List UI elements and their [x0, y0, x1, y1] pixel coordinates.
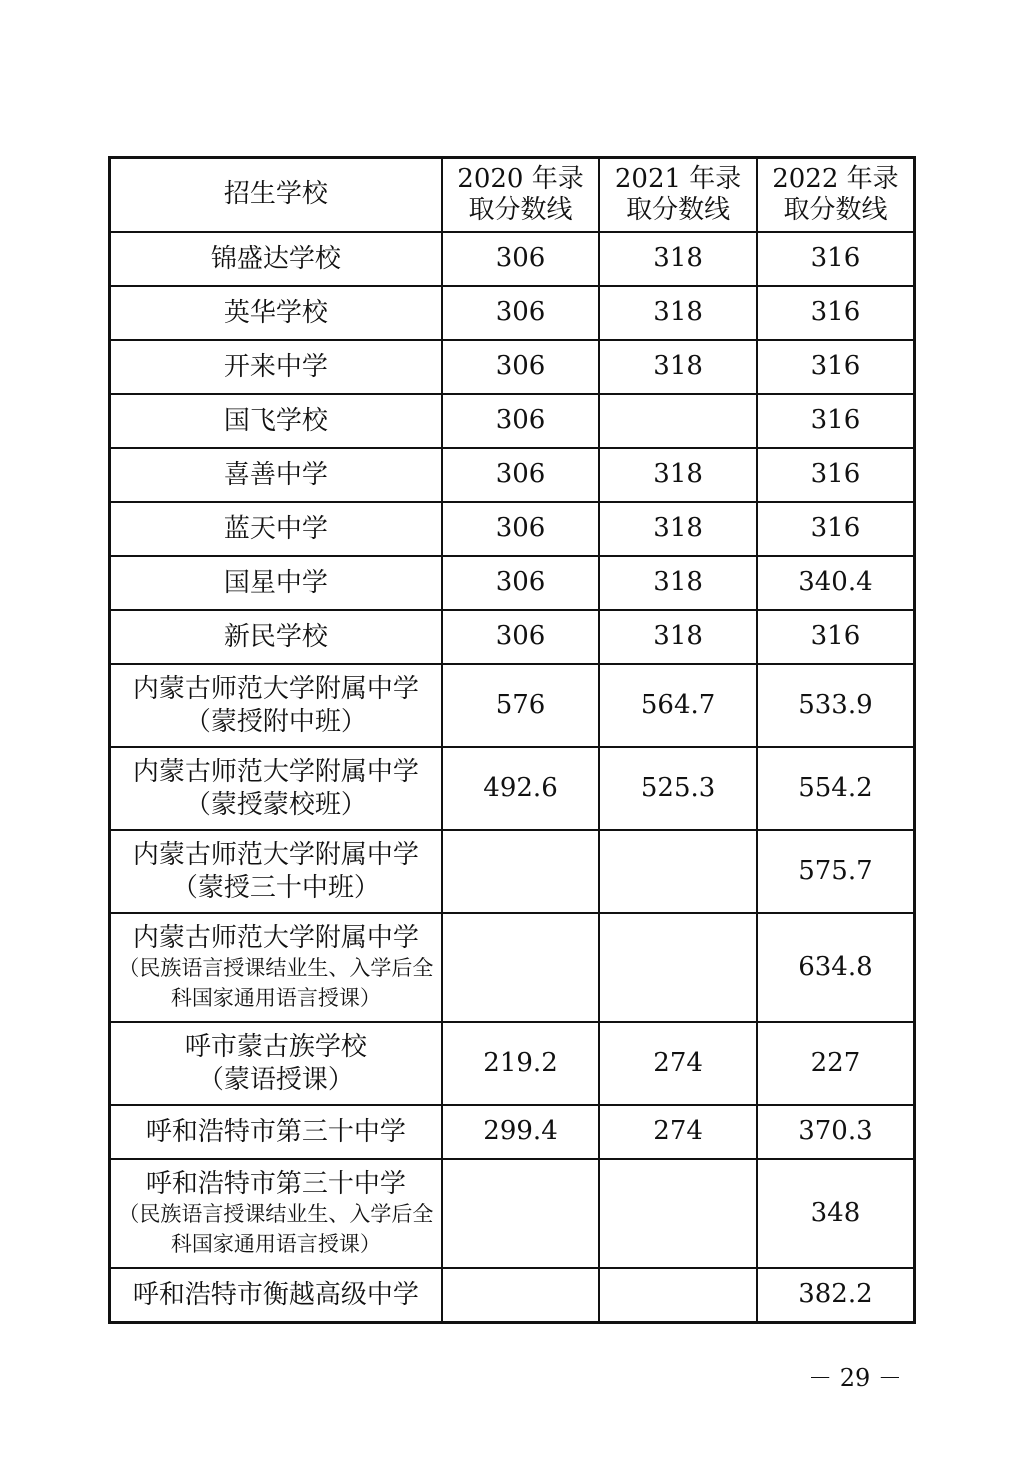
table-row — [110, 1105, 915, 1159]
table-row — [110, 830, 915, 913]
score-2022-cell: 554.2 — [757, 747, 915, 830]
school-name: 国星中学 — [223, 567, 328, 598]
school-name: 喜善中学 — [223, 459, 328, 490]
school-cell — [110, 610, 442, 664]
table-body — [110, 232, 915, 1323]
school-cell — [110, 1022, 442, 1105]
header-school: 招生学校 — [110, 158, 442, 233]
score-2020-cell: 306 — [442, 448, 600, 502]
score-2021-cell: 274 — [599, 1105, 757, 1159]
table-row — [110, 556, 915, 610]
table-row — [110, 664, 915, 747]
table-row — [110, 502, 915, 556]
score-2020-cell — [442, 1159, 600, 1268]
score-2020-cell: 306 — [442, 610, 600, 664]
school-cell — [110, 556, 442, 610]
school-note: （蒙语授课） — [197, 1064, 354, 1095]
table-row — [110, 232, 915, 286]
table-row — [110, 610, 915, 664]
school-note: （民族语言授课结业生、入学后全科国家通用语言授课） — [118, 1202, 434, 1256]
score-2020-cell: 492.6 — [442, 747, 600, 830]
score-2021-cell: 318 — [599, 502, 757, 556]
school-name: 开来中学 — [223, 351, 328, 382]
table-row — [110, 448, 915, 502]
school-name: 国飞学校 — [223, 405, 328, 436]
table-header-row — [110, 158, 915, 233]
school-cell — [110, 1268, 442, 1323]
table-row — [110, 394, 915, 448]
table-row — [110, 747, 915, 830]
table-row — [110, 1159, 915, 1268]
score-2021-cell — [599, 1268, 757, 1323]
school-cell — [110, 394, 442, 448]
school-name: 内蒙古师范大学附属中学 — [132, 674, 419, 704]
page-number: － 29 － — [808, 1364, 902, 1392]
table-row — [110, 1268, 915, 1323]
score-2022-cell: 316 — [757, 610, 915, 664]
score-2022-cell: 227 — [757, 1022, 915, 1105]
score-2021-cell: 318 — [599, 556, 757, 610]
table-row — [110, 1022, 915, 1105]
school-note: （蒙授附中班） — [184, 706, 367, 737]
school-name: 呼和浩特市第三十中学 — [145, 1168, 406, 1199]
school-name: 内蒙古师范大学附属中学 — [132, 757, 419, 787]
school-cell — [110, 340, 442, 394]
school-cell — [110, 286, 442, 340]
score-2022-cell: 340.4 — [757, 556, 915, 610]
school-name: 呼和浩特市第三十中学 — [145, 1116, 406, 1147]
table-row — [110, 913, 915, 1022]
score-2022-cell: 533.9 — [757, 664, 915, 747]
school-name: 呼市蒙古族学校 — [184, 1032, 367, 1062]
score-2020-cell — [442, 1268, 600, 1323]
school-cell — [110, 1105, 442, 1159]
school-cell — [110, 232, 442, 286]
score-2022-cell: 348 — [757, 1159, 915, 1268]
score-2020-cell: 306 — [442, 286, 600, 340]
score-2020-cell: 306 — [442, 232, 600, 286]
score-2020-cell: 576 — [442, 664, 600, 747]
score-2021-cell — [599, 1159, 757, 1268]
school-name: 内蒙古师范大学附属中学 — [132, 840, 419, 870]
school-cell — [110, 448, 442, 502]
school-cell — [110, 747, 442, 830]
header-2020: 2020 年录取分数线 — [442, 158, 600, 233]
score-2021-cell: 525.3 — [599, 747, 757, 830]
score-2021-cell — [599, 913, 757, 1022]
school-note: （蒙授三十中班） — [171, 872, 380, 903]
score-2021-cell — [599, 830, 757, 913]
score-2020-cell — [442, 913, 600, 1022]
school-cell — [110, 830, 442, 913]
school-note: （民族语言授课结业生、入学后全科国家通用语言授课） — [118, 956, 434, 1010]
score-2021-cell — [599, 394, 757, 448]
admission-score-table — [108, 156, 916, 1324]
score-2020-cell: 299.4 — [442, 1105, 600, 1159]
score-2022-cell: 316 — [757, 394, 915, 448]
header-2021: 2021 年录取分数线 — [599, 158, 757, 233]
score-2021-cell: 318 — [599, 448, 757, 502]
school-name: 英华学校 — [223, 297, 328, 328]
school-cell — [110, 913, 442, 1022]
school-cell — [110, 1159, 442, 1268]
school-name: 新民学校 — [223, 621, 328, 652]
school-cell — [110, 664, 442, 747]
school-name: 呼和浩特市衡越高级中学 — [132, 1279, 419, 1310]
score-2020-cell — [442, 830, 600, 913]
score-2021-cell: 318 — [599, 286, 757, 340]
score-2021-cell: 318 — [599, 610, 757, 664]
score-2020-cell: 306 — [442, 556, 600, 610]
score-2022-cell: 316 — [757, 340, 915, 394]
score-2020-cell: 306 — [442, 502, 600, 556]
score-2022-cell: 575.7 — [757, 830, 915, 913]
school-name: 内蒙古师范大学附属中学 — [132, 922, 419, 953]
score-2021-cell: 318 — [599, 340, 757, 394]
school-note: （蒙授蒙校班） — [184, 789, 367, 820]
score-2021-cell: 318 — [599, 232, 757, 286]
school-name: 锦盛达学校 — [210, 243, 341, 274]
score-2022-cell: 316 — [757, 286, 915, 340]
school-name: 蓝天中学 — [223, 513, 328, 544]
header-2022: 2022 年录取分数线 — [757, 158, 915, 233]
score-2022-cell: 370.3 — [757, 1105, 915, 1159]
table-row — [110, 340, 915, 394]
score-2020-cell: 306 — [442, 394, 600, 448]
score-2022-cell: 316 — [757, 232, 915, 286]
table-row — [110, 286, 915, 340]
score-2022-cell: 382.2 — [757, 1268, 915, 1323]
school-cell — [110, 502, 442, 556]
score-2022-cell: 316 — [757, 502, 915, 556]
score-2022-cell: 316 — [757, 448, 915, 502]
score-2020-cell: 306 — [442, 340, 600, 394]
score-2021-cell: 564.7 — [599, 664, 757, 747]
score-2020-cell: 219.2 — [442, 1022, 600, 1105]
score-2022-cell: 634.8 — [757, 913, 915, 1022]
score-2021-cell: 274 — [599, 1022, 757, 1105]
